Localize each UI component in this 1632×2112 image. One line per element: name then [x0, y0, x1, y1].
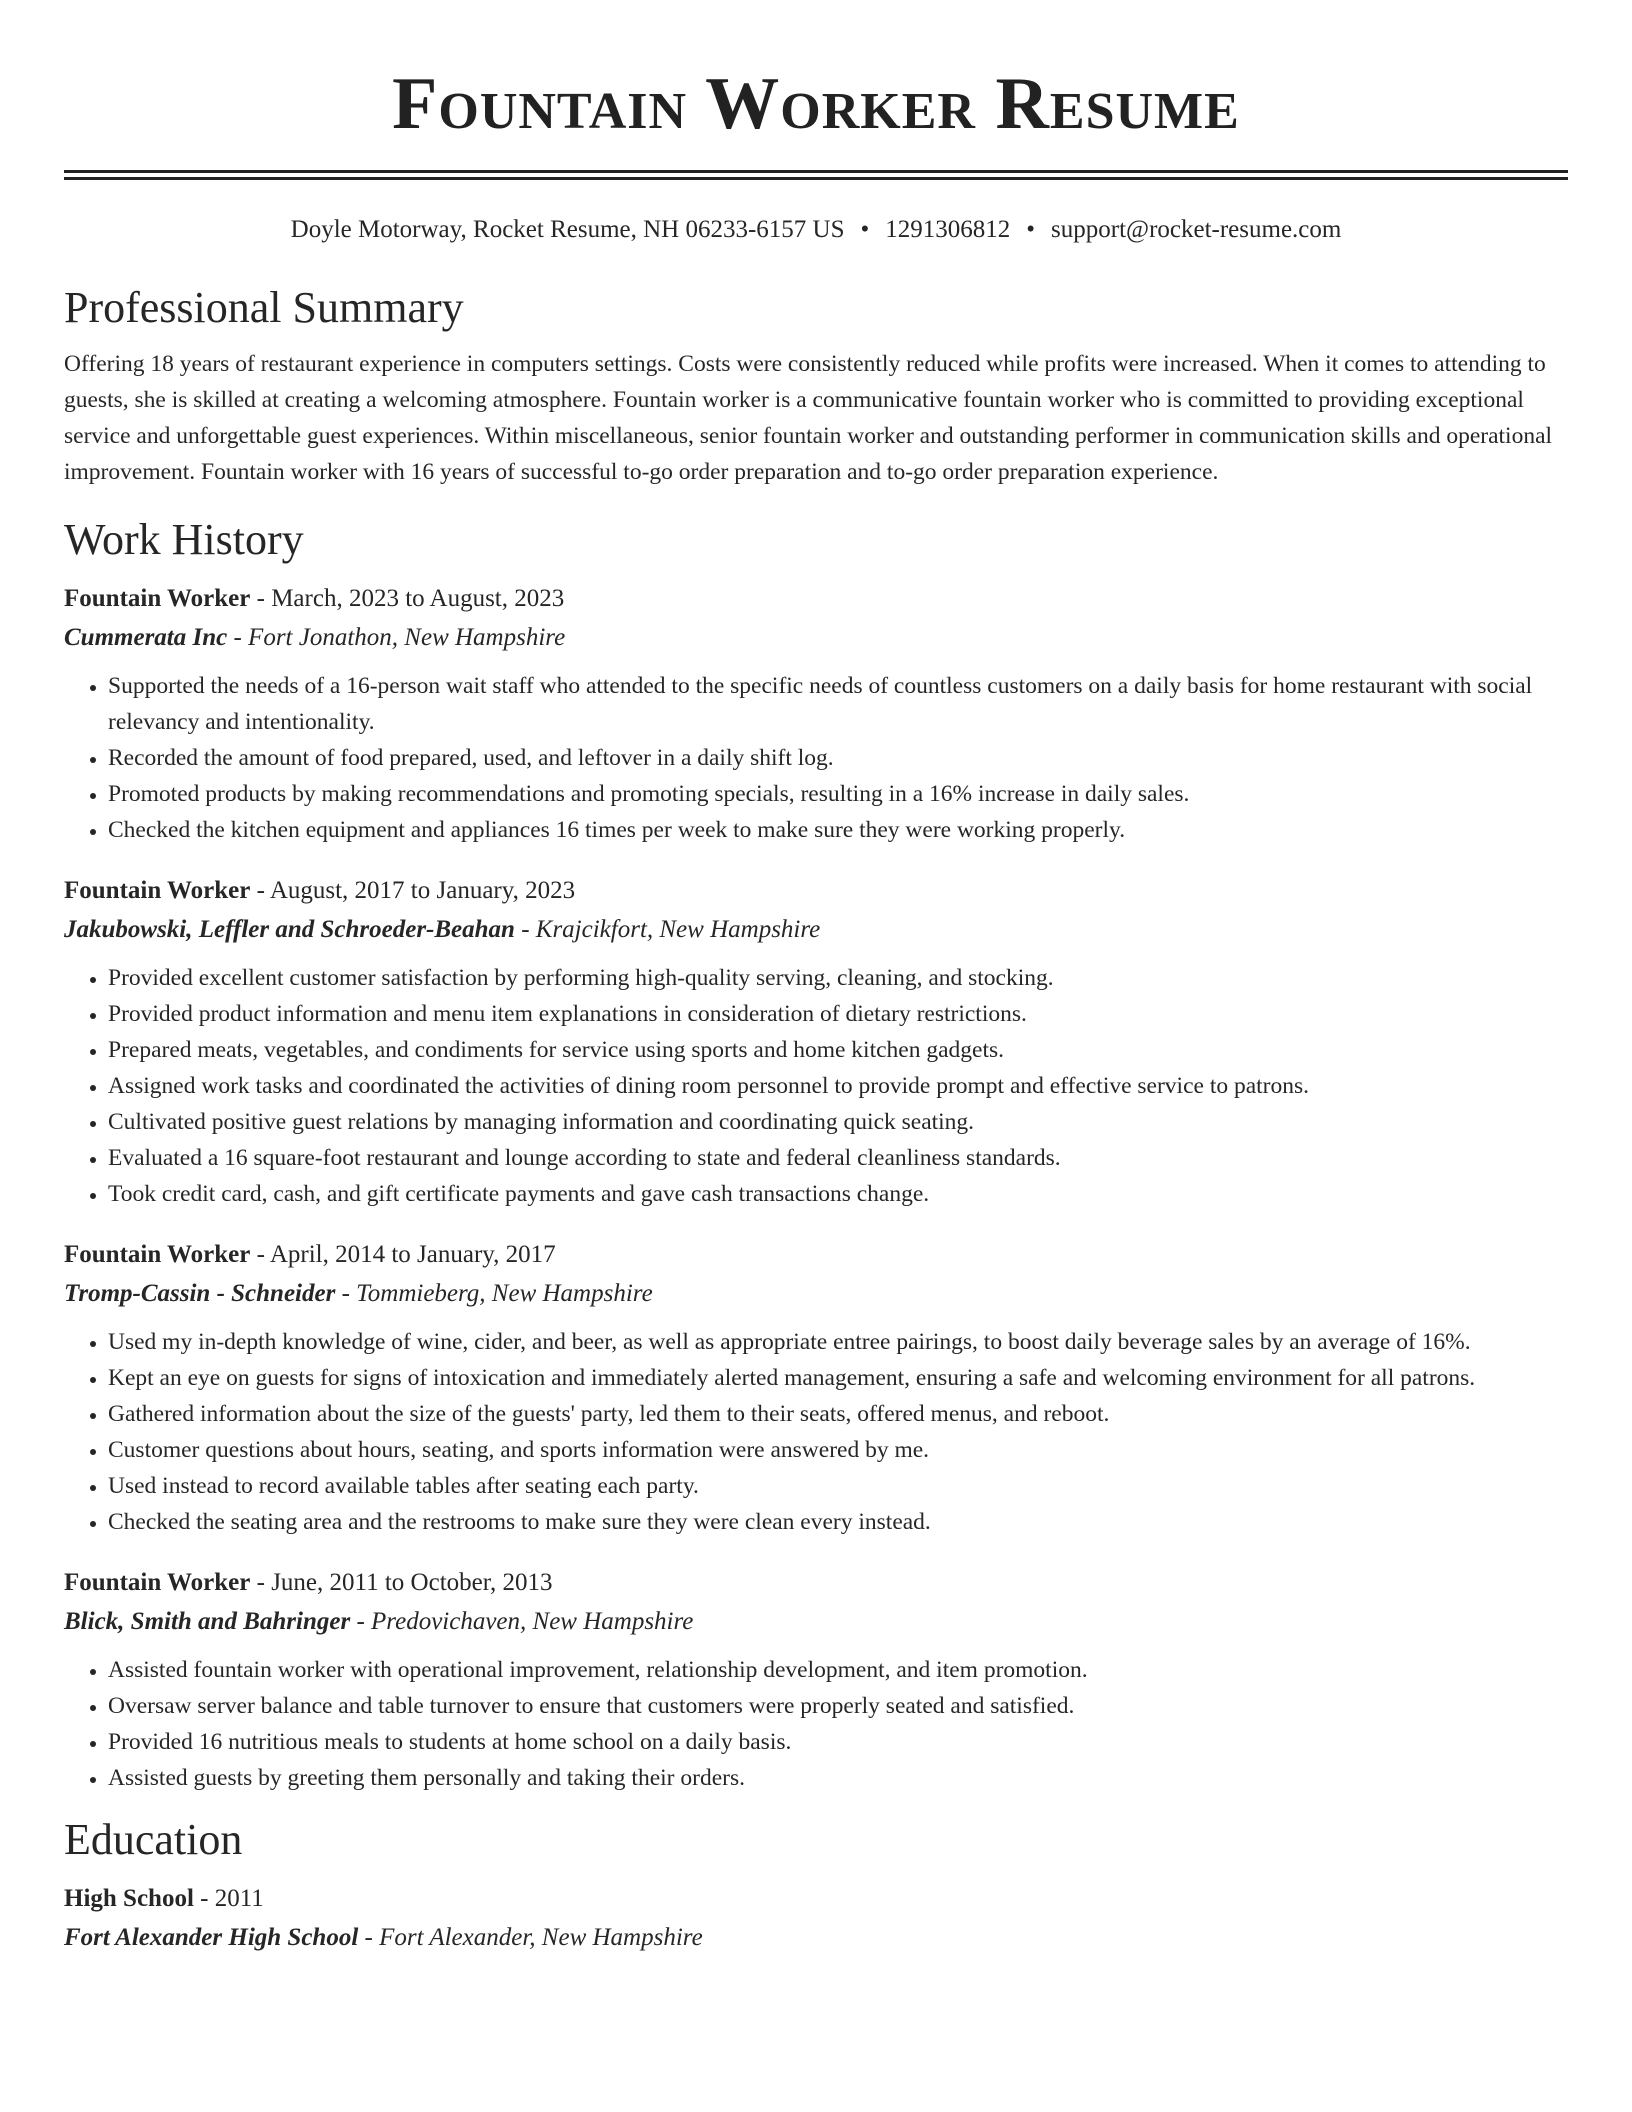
education-heading: Education	[64, 1815, 243, 1864]
duty-list	[64, 1324, 1568, 1540]
duty-item: • Gathered information about the size of the guests' party, led them to their seats, offered menus, and reboot.	[108, 1396, 1568, 1432]
school-name: Fort Alexander High School	[64, 1924, 359, 1951]
duty-item: • Used my in-depth knowledge of wine, cider, and beer, as well as appropriate entree pairings, to boost daily beverage sales by an average of 16%.	[108, 1324, 1568, 1360]
job-entry	[64, 1564, 1568, 1796]
degree-name: High School	[64, 1885, 194, 1912]
job-title: Fountain Worker	[64, 877, 251, 904]
graduation-year: - 2011	[193, 1885, 264, 1912]
duty-item: • Provided excellent customer satisfaction by performing high-quality serving, cleaning, and stocking.	[108, 960, 1568, 996]
job-entry	[64, 872, 1568, 1212]
duty-item: • Assisted guests by greeting them personally and taking their orders.	[108, 1760, 1568, 1796]
job-entry	[64, 1236, 1568, 1540]
job-title: Fountain Worker	[64, 1569, 251, 1596]
contact-phone: 1291306812	[885, 216, 1011, 243]
contact-email: support@rocket-resume.com	[1051, 216, 1342, 243]
job-title-line	[64, 1236, 1568, 1274]
duty-list	[64, 960, 1568, 1212]
duty-item: • Checked the kitchen equipment and appliances 16 times per week to make sure they were working properly.	[108, 812, 1568, 848]
resume-title: Fountain Worker Resume	[392, 63, 1240, 145]
employer-line	[64, 1602, 1568, 1642]
duty-item: • Evaluated a 16 square-foot restaurant and lounge according to state and federal cleanliness standards.	[108, 1140, 1568, 1176]
employer-location: - Krajcikfort, New Hampshire	[514, 916, 821, 943]
school-location: - Fort Alexander, New Hampshire	[358, 1924, 703, 1951]
job-dates: - March, 2023 to August, 2023	[250, 585, 565, 612]
employer-line	[64, 1274, 1568, 1314]
employer-line	[64, 910, 1568, 950]
employer-line	[64, 618, 1568, 658]
summary-text: Offering 18 years of restaurant experience in computers settings. Costs were consistently reduced while profits were increased. When it comes to attending to guests, she is skilled at creating a welcoming atmosphere. Fountain worker is a communicative fountain worker who is committed to providing exceptional service and unforgettable guest experiences. Within miscellaneous, senior fountain worker and outstanding performer in communication skills and operational improvement. Fountain worker with 16 years of successful to-go order preparation and to-go order preparation experience.	[64, 351, 1553, 485]
contact-separator: •	[1026, 216, 1036, 243]
duty-item: • Used instead to record available tables after seating each party.	[108, 1468, 1568, 1504]
duty-item: • Prepared meats, vegetables, and condiments for service using sports and home kitchen gadgets.	[108, 1032, 1568, 1068]
contact-address: Doyle Motorway, Rocket Resume, NH 06233-6157 US	[290, 216, 845, 243]
employer-location: - Fort Jonathon, New Hampshire	[227, 624, 566, 651]
work-history-heading: Work History	[64, 515, 304, 564]
employer-name: Tromp-Cassin - Schneider	[64, 1280, 336, 1307]
job-title-line	[64, 1564, 1568, 1602]
job-dates: - August, 2017 to January, 2023	[250, 877, 576, 904]
job-title-line	[64, 580, 1568, 618]
duty-item: • Promoted products by making recommendations and promoting specials, resulting in a 16% increase in daily sales.	[108, 776, 1568, 812]
degree-line	[64, 1880, 1568, 1918]
title-divider	[64, 170, 1568, 180]
employer-name: Cummerata Inc	[64, 624, 228, 651]
duty-item: • Took credit card, cash, and gift certificate payments and gave cash transactions change.	[108, 1176, 1568, 1212]
duty-item: • Oversaw server balance and table turnover to ensure that customers were properly seated and satisfied.	[108, 1688, 1568, 1724]
contact-separator: •	[860, 216, 870, 243]
duty-item: • Kept an eye on guests for signs of intoxication and immediately alerted management, ensuring a safe and welcoming environment for all patrons.	[108, 1360, 1568, 1396]
job-title: Fountain Worker	[64, 1241, 251, 1268]
duty-item: • Recorded the amount of food prepared, used, and leftover in a daily shift log.	[108, 740, 1568, 776]
duty-item: • Supported the needs of a 16-person wait staff who attended to the specific needs of countless customers on a daily basis for home restaurant with social relevancy and intentionality.	[108, 668, 1568, 740]
duty-item: • Checked the seating area and the restrooms to make sure they were clean every instead.	[108, 1504, 1568, 1540]
employer-name: Jakubowski, Leffler and Schroeder-Beahan	[64, 916, 515, 943]
employer-location: - Predovichaven, New Hampshire	[350, 1608, 694, 1635]
duty-item: • Assigned work tasks and coordinated the activities of dining room personnel to provide prompt and effective service to patrons.	[108, 1068, 1568, 1104]
duty-item: • Provided 16 nutritious meals to students at home school on a daily basis.	[108, 1724, 1568, 1760]
contact-line	[64, 214, 1568, 246]
school-line	[64, 1918, 1568, 1958]
job-title-line	[64, 872, 1568, 910]
duty-list	[64, 1652, 1568, 1796]
job-dates: - April, 2014 to January, 2017	[250, 1241, 556, 1268]
duty-item: • Customer questions about hours, seating, and sports information were answered by me.	[108, 1432, 1568, 1468]
employer-name: Blick, Smith and Bahringer	[64, 1608, 351, 1635]
job-entry	[64, 580, 1568, 848]
summary-heading: Professional Summary	[64, 283, 464, 332]
job-dates: - June, 2011 to October, 2013	[250, 1569, 553, 1596]
job-title: Fountain Worker	[64, 585, 251, 612]
duty-item: • Provided product information and menu item explanations in consideration of dietary restrictions.	[108, 996, 1568, 1032]
duty-list	[64, 668, 1568, 848]
employer-location: - Tommieberg, New Hampshire	[335, 1280, 653, 1307]
education-entry	[64, 1880, 1568, 1958]
duty-item: • Cultivated positive guest relations by managing information and coordinating quick seating.	[108, 1104, 1568, 1140]
duty-item: • Assisted fountain worker with operational improvement, relationship development, and item promotion.	[108, 1652, 1568, 1688]
